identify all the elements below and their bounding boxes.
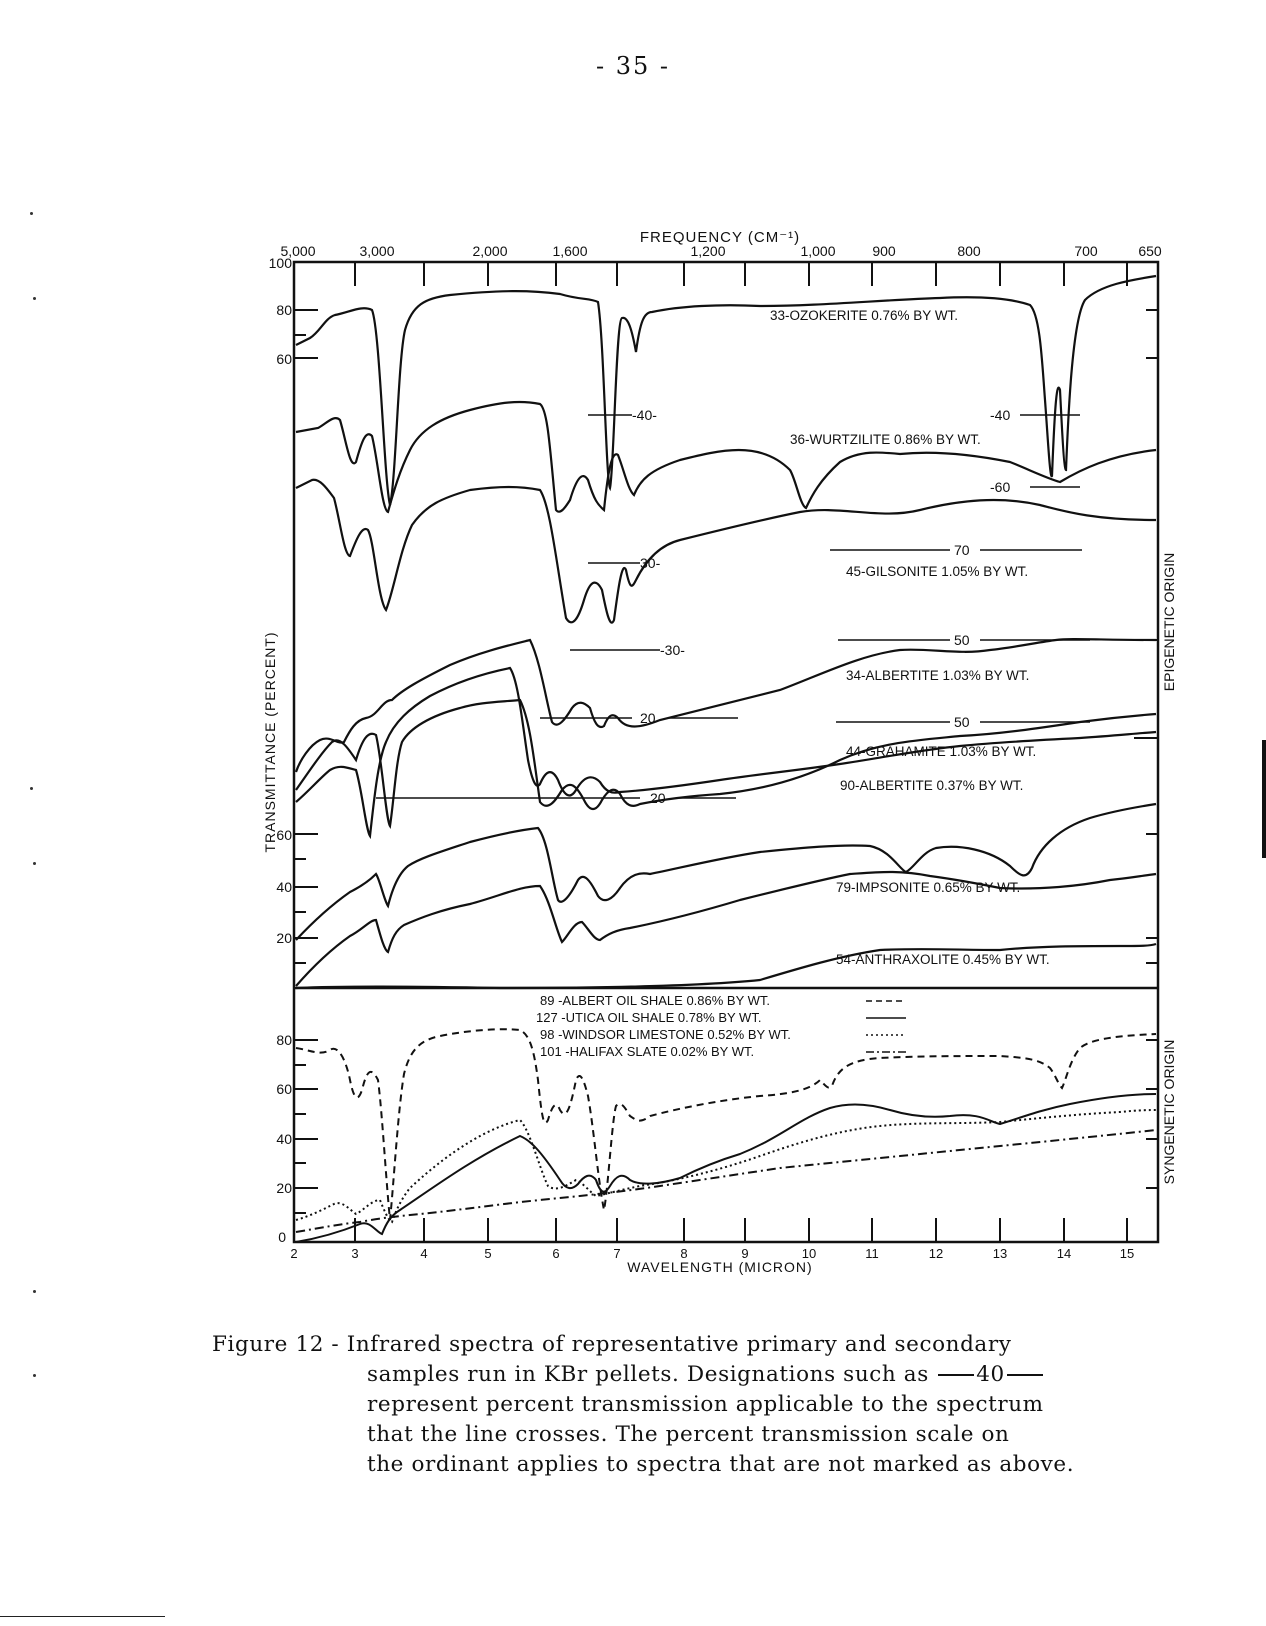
y-tick: 80 <box>276 1032 292 1048</box>
marker-label: -30- <box>660 642 685 658</box>
label-36-wurtzilite: 36-WURTZILITE 0.86% BY WT. <box>790 432 981 447</box>
lower-y-tick-marks <box>294 1040 318 1213</box>
y-tick: 40 <box>276 1131 292 1147</box>
caption-line-5: the ordinant applies to spectra that are not marked as above. <box>367 1452 1075 1477</box>
legend <box>536 993 791 1059</box>
caption-dash <box>938 1374 974 1376</box>
freq-tick: 3,000 <box>359 243 395 259</box>
caption-example-value: 40 <box>976 1362 1005 1387</box>
footnote-rule <box>0 1616 165 1617</box>
spectrum-79-impsonite <box>296 804 1156 940</box>
syngenetic-origin-label: SYNGENETIC ORIGIN <box>1161 1039 1177 1185</box>
caption-label: Figure 12 - <box>212 1332 340 1357</box>
y-tick: 80 <box>276 302 292 318</box>
lower-y-tick-labels <box>276 1032 292 1245</box>
wl-tick: 12 <box>928 1246 944 1261</box>
label-33-ozokerite: 33-OZOKERITE 0.76% BY WT. <box>770 308 959 323</box>
marker-label: 20 <box>650 790 666 806</box>
y-tick: 60 <box>276 827 292 843</box>
wl-tick: 5 <box>484 1246 492 1261</box>
transmission-markers <box>376 415 1090 798</box>
freq-tick: 5,000 <box>280 243 316 259</box>
y-tick: 60 <box>276 1081 292 1097</box>
freq-tick: 800 <box>957 243 981 259</box>
wl-tick: 8 <box>680 1246 688 1261</box>
lower-spectra <box>296 1029 1156 1242</box>
margin-mark <box>33 1374 36 1377</box>
spectrum-54-anthraxolite <box>296 872 1156 986</box>
caption-line-3: represent percent transmission applicable to the spectrum <box>367 1392 1044 1417</box>
legend-entry-127: 127 -UTICA OIL SHALE 0.78% BY WT. <box>536 1010 762 1025</box>
y-tick: 40 <box>276 879 292 895</box>
caption-line-2: samples run in KBr pellets. Designations such as <box>367 1362 929 1387</box>
y-axis-title: TRANSMITTANCE (PERCENT) <box>262 631 278 853</box>
freq-tick: 700 <box>1074 243 1098 259</box>
spectrum-33-ozokerite <box>296 276 1156 505</box>
legend-entry-89: 89 -ALBERT OIL SHALE 0.86% BY WT. <box>540 993 771 1008</box>
epigenetic-origin-label: EPIGENETIC ORIGIN <box>1161 552 1177 692</box>
legend-entry-98: 98 -WINDSOR LIMESTONE 0.52% BY WT. <box>540 1027 791 1042</box>
marker-label: 20 <box>640 710 656 726</box>
frequency-axis-title: FREQUENCY (CM⁻¹) <box>639 229 801 246</box>
marker-label: 30- <box>640 555 661 571</box>
wl-tick: 11 <box>865 1246 879 1261</box>
freq-tick: 1,600 <box>552 243 588 259</box>
y-tick: 20 <box>276 1180 292 1196</box>
marker-label: 50 <box>954 714 970 730</box>
wl-tick: 2 <box>290 1246 298 1261</box>
freq-tick: 900 <box>872 243 896 259</box>
x-axis-title: WAVELENGTH (MICRON) <box>627 1259 813 1275</box>
y-tick: 60 <box>276 351 292 367</box>
legend-swatches <box>866 1001 906 1052</box>
marker-label: 70 <box>954 542 970 558</box>
label-44-grahamite: 44-GRAHAMITE 1.03% BY WT. <box>846 744 1037 759</box>
wl-tick: 7 <box>613 1246 621 1261</box>
y-tick: 100 <box>268 255 292 271</box>
wl-tick: 6 <box>552 1246 560 1261</box>
spectrum-45-gilsonite <box>296 480 1156 623</box>
legend-entry-101: 101 -HALIFAX SLATE 0.02% BY WT. <box>540 1044 755 1059</box>
freq-tick: 1,000 <box>800 243 836 259</box>
label-79-impsonite: 79-IMPSONITE 0.65% BY WT. <box>836 880 1021 895</box>
upper-y-tick-marks <box>294 310 318 963</box>
right-tick-marks <box>1134 310 1158 1188</box>
label-34-albertite: 34-ALBERTITE 1.03% BY WT. <box>846 668 1030 683</box>
label-45-gilsonite: 45-GILSONITE 1.05% BY WT. <box>846 564 1029 579</box>
freq-tick: 650 <box>1138 243 1162 259</box>
wl-tick: 4 <box>420 1246 428 1261</box>
upper-spectra <box>296 276 1156 988</box>
marker-label: 50 <box>954 632 970 648</box>
wl-tick: 3 <box>351 1246 359 1261</box>
spectrum-98-windsor-limestone <box>296 1110 1156 1222</box>
spectrum-44-grahamite <box>296 700 1156 826</box>
top-tick-marks <box>355 262 1127 286</box>
caption-dash <box>1007 1374 1043 1376</box>
caption-line-1: Infrared spectra of representative primary and secondary <box>346 1332 1012 1357</box>
spectrum-101-halifax-slate <box>296 1130 1156 1232</box>
label-54-anthraxolite: 54-ANTHRAXOLITE 0.45% BY WT. <box>836 952 1050 967</box>
caption-line-4: that the line crosses. The percent transmission scale on <box>367 1422 1010 1447</box>
freq-tick: 2,000 <box>472 243 508 259</box>
marker-label: -40- <box>632 407 657 423</box>
marker-label: -60 <box>990 479 1011 495</box>
wl-tick: 15 <box>1119 1246 1135 1261</box>
wl-tick: 9 <box>741 1246 749 1261</box>
freq-tick: 1,200 <box>690 243 726 259</box>
frequency-tick-labels <box>280 243 1161 259</box>
page-number: - 35 - <box>595 52 670 80</box>
marker-label: -40 <box>990 407 1011 423</box>
wl-tick: 13 <box>992 1246 1008 1261</box>
wl-tick: 10 <box>801 1246 817 1261</box>
spectrum-36-wurtzilite <box>296 402 1156 512</box>
wl-tick: 14 <box>1056 1246 1072 1261</box>
figure-caption <box>212 1330 1172 1480</box>
label-90-albertite: 90-ALBERTITE 0.37% BY WT. <box>840 778 1024 793</box>
y-tick: 20 <box>276 930 292 946</box>
y-tick: 0 <box>278 1229 286 1245</box>
bottom-tick-marks <box>294 1218 1127 1242</box>
